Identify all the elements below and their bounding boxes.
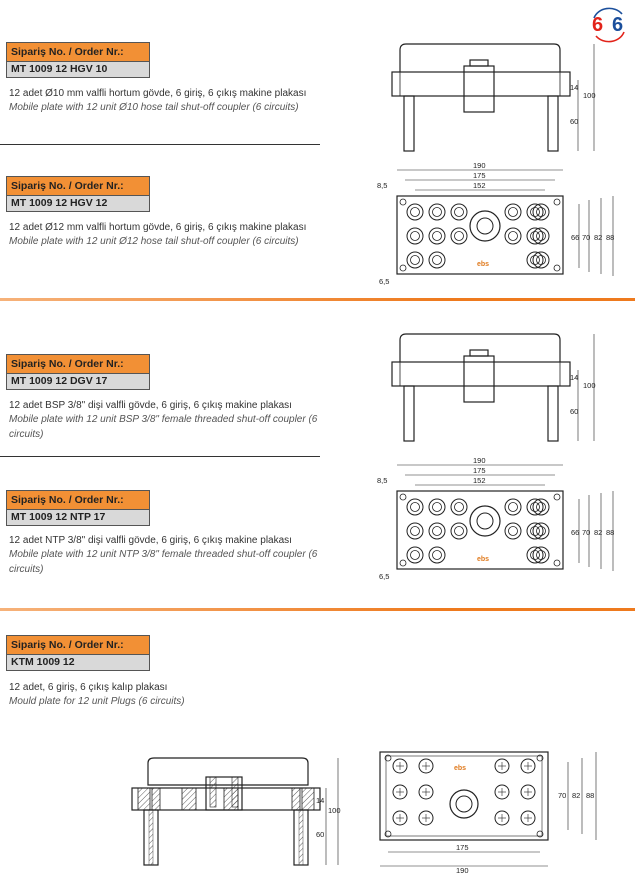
coupler-inner — [537, 503, 546, 512]
coupler-inner — [509, 527, 518, 536]
description-tr-2: 12 adet Ø12 mm valfli hortum gövde, 6 giriş, 6 çıkış makine plakası — [9, 222, 307, 233]
dim-14: 14 — [570, 83, 579, 92]
center-coupler-outer — [470, 211, 500, 241]
coupler-outer — [429, 523, 445, 539]
dim-175: 175 — [473, 171, 486, 180]
mould-dim-100: 100 — [328, 806, 341, 815]
coupler-outer — [429, 252, 445, 268]
divider-1 — [0, 144, 320, 145]
description-tr-5: 12 adet, 6 giriş, 6 çıkış kalıp plakası — [9, 682, 168, 693]
mount-hole — [554, 494, 560, 500]
dim-70: 70 — [582, 528, 591, 537]
mould-dim-14: 14 — [316, 796, 325, 805]
mould-dim-82: 82 — [572, 791, 581, 800]
coupler-outer — [407, 523, 423, 539]
mount-hole — [400, 199, 406, 205]
dim-175: 175 — [473, 466, 486, 475]
page-number-second: 6 — [612, 14, 624, 36]
coupler-outer — [451, 228, 467, 244]
divider-2 — [0, 456, 320, 457]
coupler-outer — [505, 523, 521, 539]
cover-outline — [400, 44, 560, 72]
coupler-outer — [451, 499, 467, 515]
coupler-inner — [455, 503, 464, 512]
coupler-inner — [455, 527, 464, 536]
order-label-5: Sipariş No. / Order Nr.: — [6, 635, 150, 654]
coupler-inner — [537, 208, 546, 217]
mount-hole — [400, 265, 406, 271]
mount-hole — [554, 560, 560, 566]
section-band-1 — [0, 298, 635, 301]
mould-side-view-drawing — [130, 755, 350, 870]
coupler-outer — [429, 499, 445, 515]
coupler-inner — [411, 551, 420, 560]
coupler-inner — [433, 503, 442, 512]
coupler-inner — [455, 232, 464, 241]
mould-dim-70: 70 — [558, 791, 567, 800]
coupler-cap — [470, 60, 488, 66]
coupler-inner — [411, 503, 420, 512]
dim-60: 60 — [570, 407, 579, 416]
order-label-4: Sipariş No. / Order Nr.: — [6, 490, 150, 509]
coupler-inner — [537, 551, 546, 560]
description-en-3: Mobile plate with 12 unit BSP 3/8" female threaded shut-off coupler (6 circuits) — [9, 414, 318, 440]
order-code-5: KTM 1009 12 — [6, 654, 150, 671]
coupler-cap — [470, 350, 488, 356]
coupler-inner — [411, 208, 420, 217]
description-en-2: Mobile plate with 12 unit Ø12 hose tail shut-off coupler (6 circuits) — [9, 236, 299, 247]
description-en-4: Mobile plate with 12 unit NTP 3/8" female threaded shut-off coupler (6 circuits) — [9, 549, 318, 575]
left-leg — [404, 96, 414, 151]
dim-100: 100 — [583, 91, 596, 100]
coupler-inner — [411, 232, 420, 241]
dim-8-5: 8,5 — [377, 476, 388, 485]
mould-dim-60: 60 — [316, 830, 325, 839]
description-en-5: Mould plate for 12 unit Plugs (6 circuits) — [9, 696, 185, 707]
dim-190: 190 — [473, 161, 486, 170]
coupler-outer — [429, 228, 445, 244]
side-view-drawing-3 — [382, 330, 612, 445]
coupler-outer — [407, 499, 423, 515]
dim-88: 88 — [606, 233, 615, 242]
plate-outline — [392, 72, 570, 96]
dim-190: 190 — [473, 456, 486, 465]
dim-6-5: 6,5 — [379, 572, 390, 581]
order-label-3: Sipariş No. / Order Nr.: — [6, 354, 150, 373]
coupler-inner — [537, 232, 546, 241]
dim-70: 70 — [582, 233, 591, 242]
order-code-2: MT 1009 12 HGV 12 — [6, 195, 150, 212]
mount-hole — [554, 265, 560, 271]
dim-8-5: 8,5 — [377, 181, 388, 190]
dim-100: 100 — [583, 381, 596, 390]
coupler-inner — [537, 256, 546, 265]
side-view-drawing-1 — [382, 40, 612, 155]
order-code-4: MT 1009 12 NTP 17 — [6, 509, 150, 526]
mount-hole — [400, 560, 406, 566]
mount-hole — [554, 199, 560, 205]
mould-logo: ebs — [454, 765, 467, 772]
top-view-drawing-2 — [375, 160, 625, 290]
coupler-outer — [505, 499, 521, 515]
coupler-outer — [429, 204, 445, 220]
coupler-inner — [455, 208, 464, 217]
order-label-2: Sipariş No. / Order Nr.: — [6, 176, 150, 195]
coupler-outer — [429, 547, 445, 563]
order-label-1: Sipariş No. / Order Nr.: — [6, 42, 150, 61]
section-band-2 — [0, 608, 635, 611]
dim-82: 82 — [594, 528, 603, 537]
coupler-outer — [407, 252, 423, 268]
dim-14: 14 — [570, 373, 579, 382]
coupler-inner — [509, 208, 518, 217]
plate-logo: ebs — [477, 261, 490, 268]
dim-66: 66 — [571, 528, 580, 537]
left-leg — [404, 386, 414, 441]
center-coupler-outer — [470, 506, 500, 536]
page-number-badge — [588, 8, 630, 42]
description-tr-4: 12 adet NTP 3/8" dişi valfli gövde, 6 giriş, 6 çıkış makine plakası — [9, 535, 292, 546]
coupler-inner — [433, 208, 442, 217]
mount-hole — [400, 494, 406, 500]
coupler-inner — [509, 503, 518, 512]
description-en-1: Mobile plate with 12 unit Ø10 hose tail shut-off coupler (6 circuits) — [9, 102, 299, 113]
coupler-inner — [509, 232, 518, 241]
coupler-outer — [451, 523, 467, 539]
coupler-inner — [411, 256, 420, 265]
description-tr-1: 12 adet Ø10 mm valfli hortum gövde, 6 giriş, 6 çıkış makine plakası — [9, 88, 307, 99]
order-code-1: MT 1009 12 HGV 10 — [6, 61, 150, 78]
mould-dim-175: 175 — [456, 843, 469, 852]
coupler-outer — [451, 204, 467, 220]
coupler-outer — [407, 228, 423, 244]
center-coupler — [464, 66, 494, 112]
dim-60: 60 — [570, 117, 579, 126]
dim-82: 82 — [594, 233, 603, 242]
mould-top-view-drawing — [378, 748, 628, 873]
right-leg — [548, 96, 558, 151]
coupler-inner — [433, 256, 442, 265]
plate-outline — [392, 362, 570, 386]
page-number-first: 6 — [592, 14, 604, 36]
plate-logo: ebs — [477, 556, 490, 563]
top-view-drawing-4 — [375, 455, 625, 585]
coupler-inner — [433, 232, 442, 241]
center-coupler — [464, 356, 494, 402]
dim-152: 152 — [473, 181, 486, 190]
mould-dim-88: 88 — [586, 791, 595, 800]
center-coupler-inner — [477, 218, 493, 234]
coupler-inner — [433, 527, 442, 536]
mould-dim-190: 190 — [456, 866, 469, 875]
coupler-inner — [433, 551, 442, 560]
dim-66: 66 — [571, 233, 580, 242]
right-leg — [548, 386, 558, 441]
cover-outline — [400, 334, 560, 362]
coupler-outer — [505, 228, 521, 244]
dim-88: 88 — [606, 528, 615, 537]
coupler-outer — [505, 204, 521, 220]
description-tr-3: 12 adet BSP 3/8" dişi valfli gövde, 6 giriş, 6 çıkış makine plakası — [9, 400, 292, 411]
coupler-outer — [407, 547, 423, 563]
coupler-inner — [537, 527, 546, 536]
coupler-outer — [407, 204, 423, 220]
dim-6-5: 6,5 — [379, 277, 390, 286]
order-code-3: MT 1009 12 DGV 17 — [6, 373, 150, 390]
center-coupler-inner — [477, 513, 493, 529]
dim-152: 152 — [473, 476, 486, 485]
coupler-inner — [411, 527, 420, 536]
